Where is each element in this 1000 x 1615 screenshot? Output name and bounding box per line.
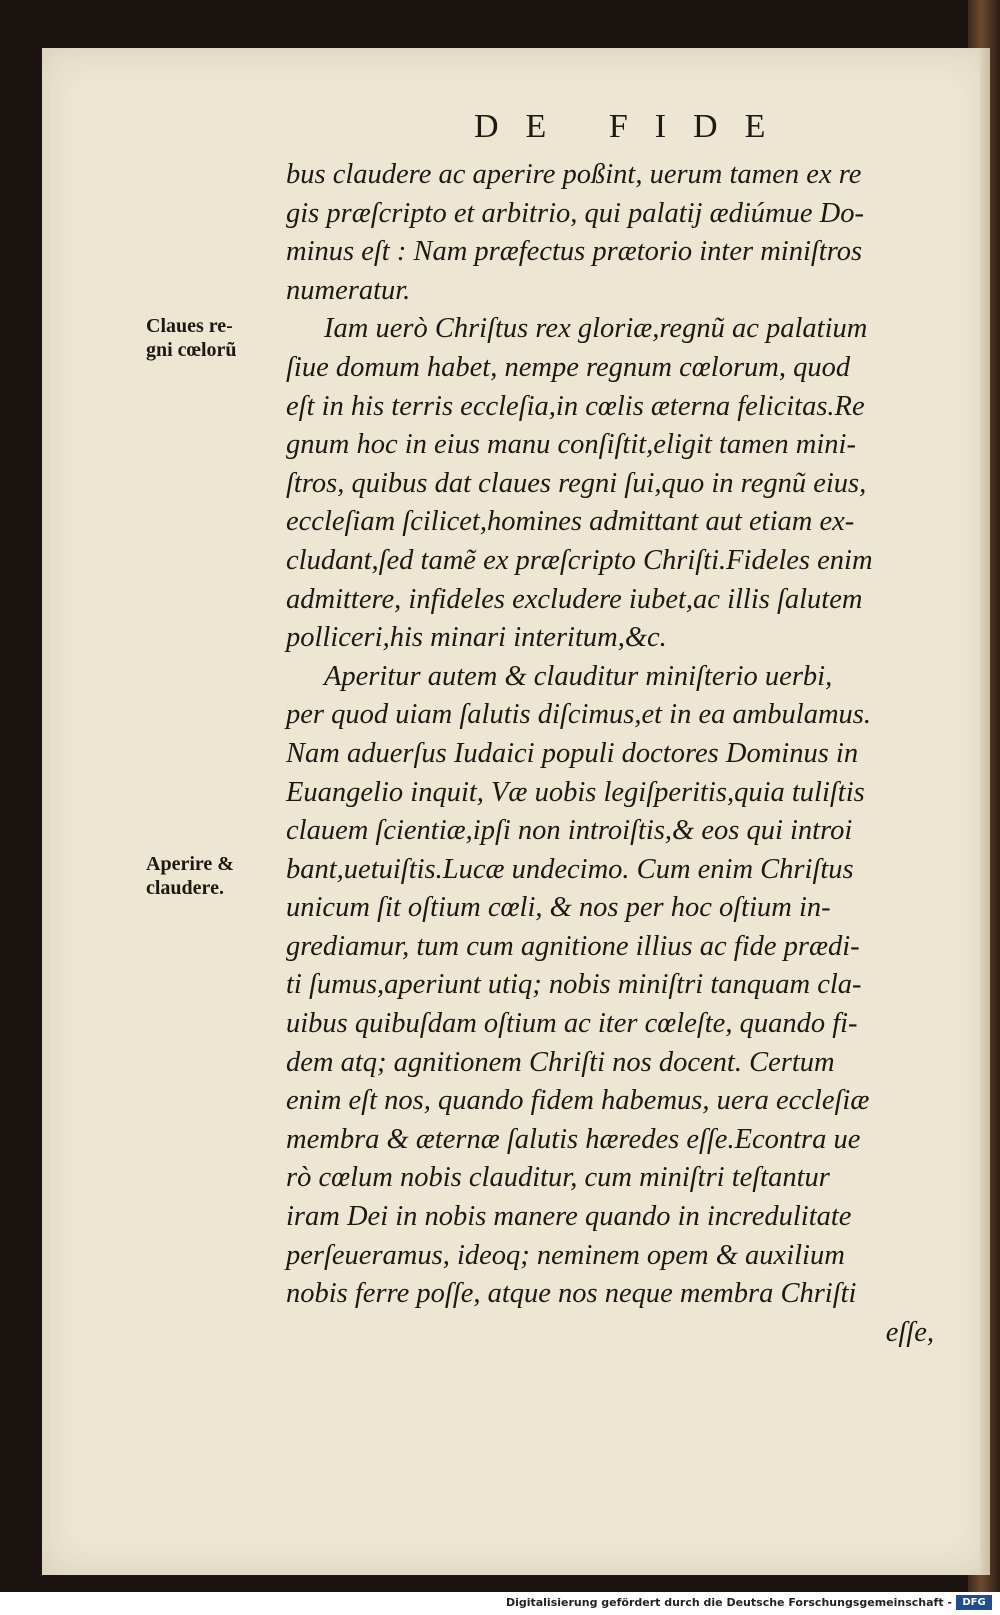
text-line: rò cœlum nobis clauditur, cum miniſtri teſtantur bbox=[286, 1162, 830, 1194]
margin-note-line: gni cœlorũ bbox=[146, 339, 237, 361]
text-line: grediamur, tum cum agnitione illius ac fide prædi- bbox=[286, 930, 860, 962]
text-line: unicum ſit oſtium cœli, & nos per hoc oſtium in- bbox=[286, 892, 831, 924]
text-line: cludant,ſed tamẽ ex præſcripto Chriſti.Fideles enim bbox=[286, 544, 873, 576]
text-line: polliceri,his minari interitum,&c. bbox=[286, 622, 667, 654]
text-line: iram Dei in nobis manere quando in incredulitate bbox=[286, 1201, 852, 1233]
text-line: gnum hoc in eius manu conſiſtit,eligit tamen mini- bbox=[286, 429, 856, 461]
text-line: admittere, infideles excludere iubet,ac illis ſalutem bbox=[286, 583, 863, 615]
text-line: per quod uiam ſalutis diſcimus,et in ea ambulamus. bbox=[286, 699, 872, 731]
text-line: perſeueramus, ideoq; neminem opem & auxilium bbox=[286, 1239, 845, 1271]
footer-bar bbox=[0, 1592, 1000, 1615]
text-line: ſtros, quibus dat claues regni ſui,quo in regnũ eius, bbox=[286, 467, 867, 499]
text-line: Iam uerò Chriſtus rex gloriæ,regnũ ac palatium bbox=[324, 313, 868, 345]
body-text bbox=[286, 156, 956, 1352]
margin-note-aperire bbox=[146, 852, 278, 900]
text-line: gis præſcripto et arbitrio, qui palatij ædiúmue Do- bbox=[286, 197, 864, 229]
margin-note-line: Claues re- bbox=[146, 315, 233, 337]
text-line: uibus quibuſdam oſtium ac iter cœleſte, quando fi- bbox=[286, 1008, 858, 1040]
margin-note-line: claudere. bbox=[146, 877, 224, 899]
catchword: eſſe, bbox=[885, 1316, 934, 1348]
text-line: Nam aduerſus Iudaici populi doctores Dominus in bbox=[286, 737, 859, 769]
text-line: nobis ferre poſſe, atque nos neque membra Chriſti bbox=[286, 1278, 857, 1310]
text-line: eſt in his terris eccleſia,in cœlis æterna felicitas.Re bbox=[286, 390, 865, 422]
text-line: ſiue domum habet, nempe regnum cœlorum, quod bbox=[286, 351, 851, 383]
text-line: Aperitur autem & clauditur miniſterio uerbi, bbox=[324, 660, 833, 692]
text-line: bant,uetuiſtis.Lucæ undecimo. Cum enim Chriſtus bbox=[286, 853, 854, 885]
footer-credit: Digitalisierung gefördert durch die Deutsche Forschungsgemeinschaft - bbox=[505, 1596, 952, 1609]
text-line: clauem ſcientiæ,ipſi non introiſtis,& eos qui introi bbox=[286, 815, 853, 847]
text-line: eccleſiam ſcilicet,homines admittant aut etiam ex- bbox=[286, 506, 855, 538]
text-line: bus claudere ac aperire poßint, uerum tamen ex re bbox=[286, 159, 862, 190]
running-head: DE FIDE bbox=[474, 108, 793, 145]
text-line: dem atq; agnitionem Chriſti nos docent. Certum bbox=[286, 1046, 835, 1078]
dfg-logo: DFG bbox=[956, 1595, 992, 1610]
text-line: minus eſt : Nam præfectus prætorio inter miniſtros bbox=[286, 236, 863, 268]
text-line: enim eſt nos, quando fidem habemus, uera eccleſiæ bbox=[286, 1085, 870, 1117]
margin-note-line: Aperire & bbox=[146, 853, 234, 875]
text-line: membra & æternæ ſalutis hæredes eſſe.Econtra ue bbox=[286, 1123, 861, 1155]
margin-note-claues bbox=[146, 314, 278, 362]
text-line: ti ſumus,aperiunt utiq; nobis miniſtri tanquam cla- bbox=[286, 969, 862, 1001]
page-edge bbox=[980, 48, 990, 1575]
text-line: Euangelio inquit, Væ uobis legiſperitis,quia tuliſtis bbox=[286, 776, 865, 808]
text-line: numeratur. bbox=[286, 274, 411, 306]
